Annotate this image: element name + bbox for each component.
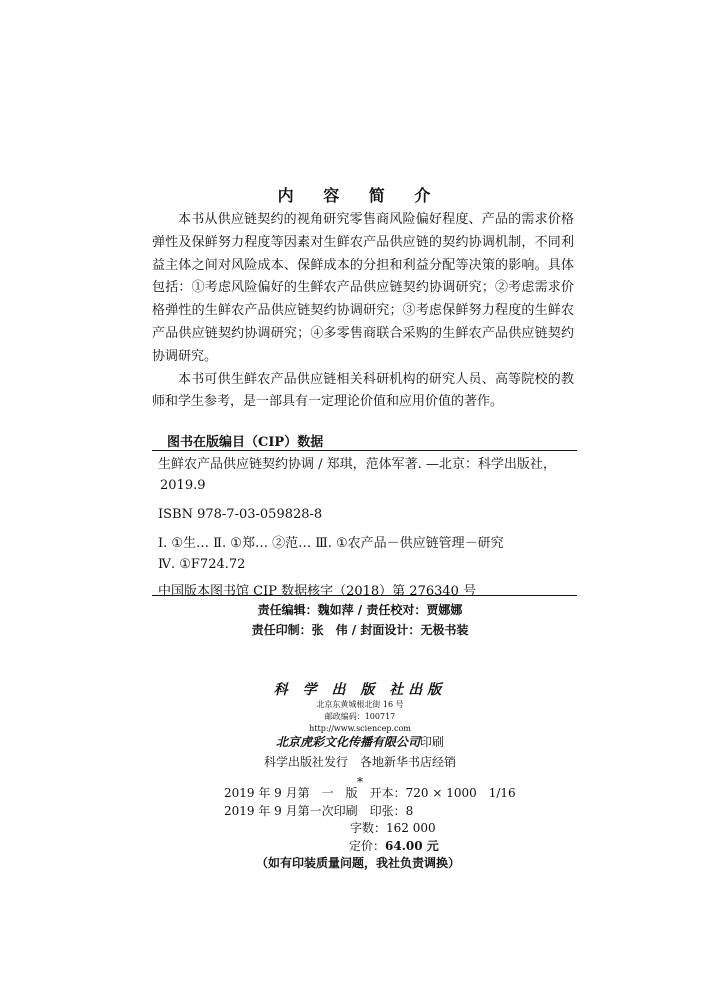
credits-production: 责任印制：张 伟 / 封面设计：无极书装 [251,623,469,637]
publisher-url: http://www.sciencep.com [309,724,411,733]
cip-bibliographic-line: 生鲜农产品供应链契约协调 / 郑琪，范体军著. —北京：科学出版社， [158,457,556,472]
quality-note: （如有印装质量问题，我社负责调换） [256,856,461,870]
publisher-postcode: 邮政编码：100717 [324,712,396,721]
cip-bibliographic-date: 2019.9 [160,478,206,493]
spec-price [224,838,544,856]
separator-star: * [357,775,363,789]
page-title: 内 容 简 介 [277,186,443,205]
cip-classification-2: Ⅳ. ①F724.72 [158,557,246,572]
spec-word-count: 字数：162 000 [350,821,436,835]
distribution-line: 科学出版社发行 各地新华书店经销 [263,755,456,769]
cip-isbn: ISBN 978-7-03-059828-8 [158,507,323,522]
summary-paragraph-2: 本书可供生鲜农产品供应链相关科研机构的研究人员、高等院校的教师和学生参考，是一部具有一定理论价值和应用价值的著作。 [152,371,574,410]
credits [0,600,720,640]
summary-paragraph-1: 本书从供应链契约的视角研究零售商风险偏好程度、产品的需求价格弹性及保鲜努力程度等因素对生鲜农产品供应链的契约协调机制，不同利益主体之间对风险成本、保鲜成本的分担和利益分配等决策的影响。具体包括：①考虑风险偏好的生鲜农产品供应链契约协调研究；②考虑需求价格弹性的生鲜农产品供应链契约协调研究；③考虑保鲜努力程度的生鲜农产品供应链契约协调研究；④多零售商联合采购的生鲜农产品供应链契约协调研究。 [152,212,574,364]
summary [152,209,574,414]
spec-printing: 2019 年 9 月第一次印刷 印张：8 [224,803,414,818]
cip-data [158,454,572,602]
publisher-block [0,679,720,735]
price-value: 64.00 元 [385,838,439,853]
publication-specs [224,785,544,873]
price-label: 定价： [349,838,386,853]
cip-bottom-divider [152,595,577,596]
cip-top-divider [152,450,577,451]
printer-suffix: 印刷 [420,735,445,749]
credits-editors: 责任编辑：魏如萍 / 责任校对：贾娜娜 [257,603,463,617]
cip-record-number: 中国版本图书馆 CIP 数据核字（2018）第 276340 号 [158,584,477,599]
spec-edition: 2019 年 9 月第 一 版 开本：720 × 1000 1/16 [224,786,516,800]
cip-classification-1: Ⅰ. ①生… Ⅱ. ①郑… ②范… Ⅲ. ①农产品－供应链管理－研究 [158,536,504,551]
printer-block [0,732,720,792]
cip-heading: 图书在版编目（CIP）数据 [167,435,324,450]
publisher-logo-name: 科 学 出 版 社 [273,682,409,698]
publisher-suffix: 出版 [408,682,447,698]
printer-name: 北京虎彩文化传播有限公司 [275,735,420,749]
publisher-address: 北京东黄城根北街 16 号 [316,700,404,709]
